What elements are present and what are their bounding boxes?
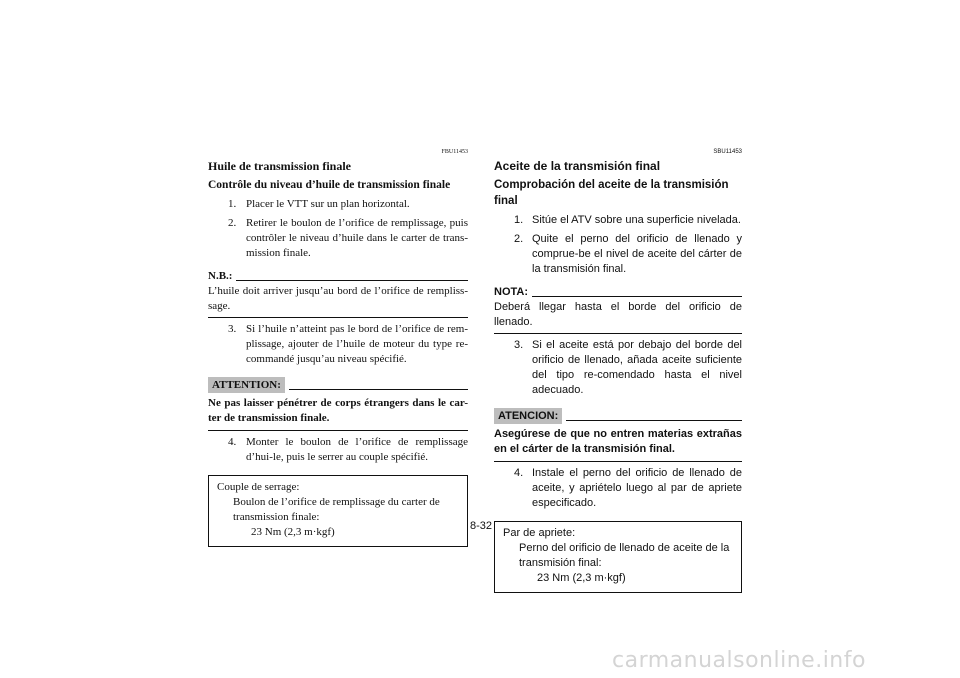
note-header [208,269,468,284]
divider [532,296,742,297]
step-text: Instale el perno del orificio de llenado de aceite, y apriételo luego al par de apriete especificado. [532,467,742,509]
section-subtitle: Comprobación del aceite de la transmisión final [494,179,729,207]
divider [289,389,468,390]
step-4 [494,466,742,511]
step-number: 1. [228,198,237,210]
step-number: 4. [228,436,237,448]
step-number: 2. [228,217,237,229]
torque-spec-box [208,475,468,547]
note-label: N.B.: [208,270,233,282]
torque-item: Perno del orificio de llenado de aceite de la transmisión final: [519,542,730,569]
note-text: Deberá llegar hasta el borde del orificio de llenado. [494,300,742,334]
step-4 [208,435,468,465]
step-text: Sitúe el ATV sobre una superficie nivelada. [532,214,741,226]
torque-spec-box [494,521,742,593]
torque-value: 23 Nm (2,3 m·kgf) [251,526,335,538]
step-number: 3. [228,323,237,335]
section-title: Huile de transmission finale [208,159,352,173]
divider [566,420,742,421]
note-text: L’huile doit arriver jusqu’au bord de l’orifice de rempliss-sage. [208,284,468,318]
torque-title: Par de apriete: [503,527,576,539]
step-number: 3. [514,339,524,351]
warning-text: Asegúrese de que no entren materias extrañas en el cárter de la transmisión final. [494,427,742,462]
warning-label: ATTENTION: [208,377,285,393]
torque-item: Boulon de l’orifice de remplissage du carter de transmission finale: [233,496,440,523]
french-column [208,148,468,547]
step-3 [208,322,468,367]
step-3 [494,338,742,398]
warning-label: ATENCION: [494,408,562,424]
note-header [494,285,742,300]
page-number: 8-32 [470,520,493,532]
section-subtitle: Contrôle du niveau d’huile de transmission finale [208,179,451,191]
step-text: Retirer le boulon de l’orifice de remplissage, puis contrôler le niveau d’huile dans le carter de trans-mission finale. [246,217,468,259]
step-1 [208,197,468,212]
step-2 [494,232,742,277]
watermark: carmanualsonline.info [612,648,866,673]
torque-title: Couple de serrage: [217,481,300,493]
section-title: Aceite de la transmisión final [494,159,661,173]
step-text: Placer le VTT sur un plan horizontal. [246,198,410,210]
step-number: 4. [514,467,524,479]
warning-text: Ne pas laisser pénétrer de corps étrangers dans le car-ter de transmission finale. [208,396,468,431]
step-2 [208,216,468,261]
divider [236,280,468,281]
warning-header [494,408,742,424]
step-1 [494,213,742,228]
section-code: SBU11453 [713,149,742,155]
step-number: 1. [514,214,524,226]
step-text: Si el aceite está por debajo del borde del orificio de llenado, añada aceite suficiente del tipo re-comendado hasta el nivel adecuado. [532,339,742,396]
step-text: Quite el perno del orificio de llenado y comprue-be el nivel de aceite del cárter de la transmisión final. [532,233,742,275]
note-label: NOTA: [494,286,529,298]
section-code: FBU11453 [441,149,468,155]
step-number: 2. [514,233,524,245]
step-text: Monter le boulon de l’orifice de remplissage d’hui-le, puis le serrer au couple spécifié. [246,436,468,463]
step-text: Si l’huile n’atteint pas le bord de l’orifice de rem-plissage, ajouter de l’huile de moteur du type re-commandé jusqu’au niveau spécifié. [246,323,468,365]
spanish-column [494,148,742,593]
torque-value: 23 Nm (2,3 m·kgf) [537,572,626,584]
warning-header [208,377,468,393]
